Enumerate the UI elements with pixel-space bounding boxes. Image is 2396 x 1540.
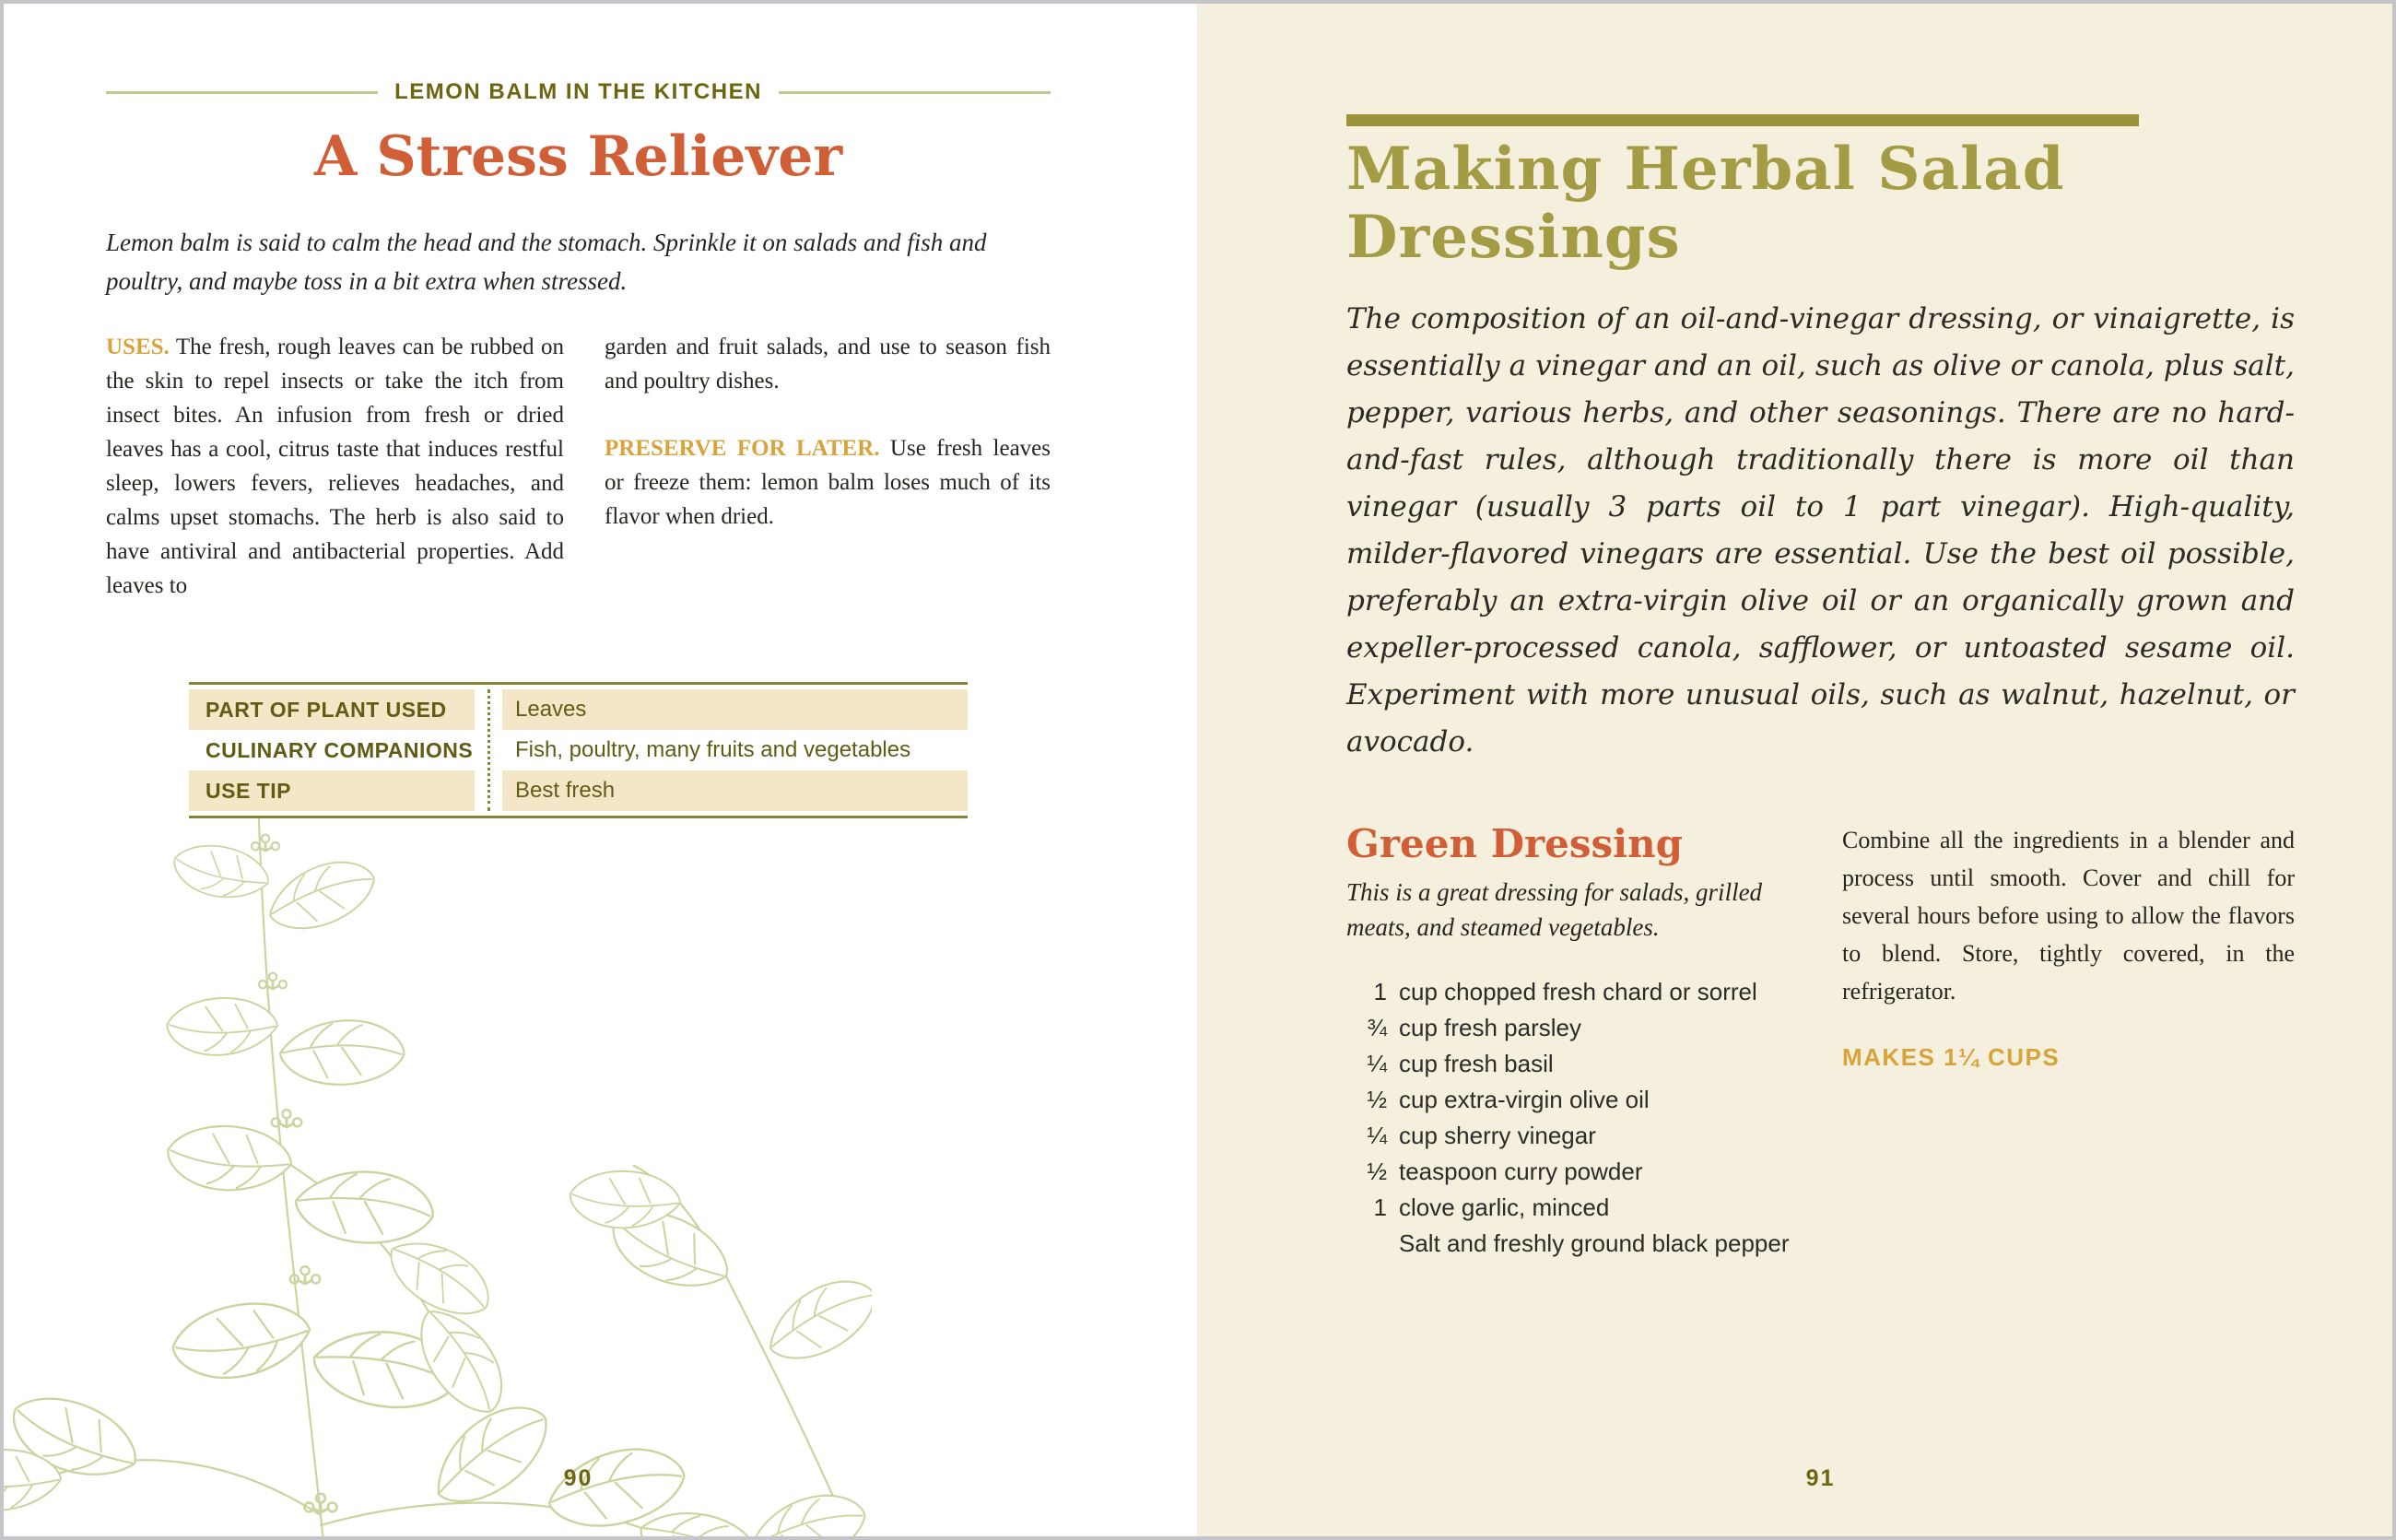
- right-page-number: 91: [1805, 1465, 1836, 1491]
- title-rule-bar: [1346, 114, 2139, 126]
- ingredient-list: [1346, 974, 1812, 1262]
- left-page-content: [106, 4, 1051, 603]
- table-row-value: Fish, poultry, many fruits and vegetables: [515, 737, 911, 762]
- kicker-rule-left: [106, 91, 378, 94]
- table-row-label: PART OF PLANT USED: [189, 689, 475, 730]
- left-page-columns: [106, 330, 1051, 603]
- ingredient-quantity: ½: [1367, 1086, 1387, 1113]
- table-row: [189, 730, 968, 770]
- left-page-intro: Lemon balm is said to calm the head and the stomach. Sprinkle it on salads and fish and poultry, and maybe toss in a bit extra when stressed.: [106, 229, 987, 295]
- table-row-label: USE TIP: [189, 770, 475, 811]
- table-dotted-divider: [487, 689, 490, 811]
- recipe-section: [1346, 821, 2295, 1262]
- table-row-value: Leaves: [502, 689, 968, 730]
- ingredient-name: cup extra-virgin olive oil: [1399, 1086, 1650, 1113]
- column2-continuation: garden and fruit salads, and use to season fish and poultry dishes.: [605, 335, 1051, 394]
- ingredient-row: [1346, 1010, 1812, 1046]
- left-page-number: 90: [563, 1465, 593, 1491]
- ingredient-row: [1346, 1226, 1812, 1262]
- table-row-value: Best fresh: [502, 770, 968, 811]
- recipe-description: This is a great dressing for salads, grilled meats, and steamed vegetables.: [1346, 878, 1763, 941]
- recipe-left-column: [1346, 821, 1812, 1262]
- right-page: [1197, 4, 2392, 1536]
- ingredient-name: Salt and freshly ground black pepper: [1399, 1229, 1790, 1257]
- right-page-content: [1346, 4, 2295, 1262]
- chapter-kicker-row: [106, 79, 1051, 105]
- right-page-title: Making Herbal Salad Dressings: [1346, 135, 2065, 272]
- preserve-paragraph: [605, 431, 1051, 534]
- ingredient-name: teaspoon curry powder: [1399, 1158, 1643, 1185]
- recipe-instructions: Combine all the ingredients in a blender and process until smooth. Cover and chill for several hours before using to allow the flavors to blend. Store, tightly covered, in the refrigerator.: [1842, 827, 2295, 1005]
- ingredient-name: cup fresh basil: [1399, 1050, 1554, 1077]
- uses-label: USES.: [106, 335, 170, 359]
- uses-text: The fresh, rough leaves can be rubbed on the skin to repel insects or take the itch from insect bites. An infusion from fresh or dried leaves has a cool, citrus taste that induces restful sleep, lowers fevers, relieves headaches, and calms upset stomachs. The herb is also said to have antiviral and antibacterial properties. Add leaves to: [106, 335, 564, 598]
- right-column: [605, 330, 1051, 603]
- ingredient-row: [1346, 1154, 1812, 1190]
- ingredient-row: [1346, 1082, 1812, 1118]
- ingredient-row: [1346, 974, 1812, 1010]
- recipe-yield: MAKES 1¼ CUPS: [1842, 1043, 2061, 1071]
- ingredient-quantity: [1346, 1226, 1387, 1262]
- table-row: [189, 770, 968, 811]
- recipe-title: Green Dressing: [1346, 821, 1684, 866]
- ingredient-quantity: ¼: [1367, 1122, 1387, 1149]
- recipe-right-column: [1842, 821, 2295, 1262]
- table-row: [189, 689, 968, 730]
- ingredient-quantity: ½: [1367, 1158, 1387, 1185]
- ingredient-row: [1346, 1118, 1812, 1154]
- chapter-kicker: LEMON BALM IN THE KITCHEN: [394, 79, 762, 104]
- ingredient-quantity: 1: [1373, 1193, 1387, 1221]
- ingredient-name: cup sherry vinegar: [1399, 1122, 1596, 1149]
- ingredient-name: clove garlic, minced: [1399, 1193, 1610, 1221]
- preserve-text: Use fresh leaves or freeze them: lemon balm loses much of its flavor when dried.: [605, 436, 1051, 529]
- table-row-label: CULINARY COMPANIONS: [206, 737, 474, 762]
- ingredient-quantity: 1: [1373, 978, 1387, 1005]
- plant-info-table: [189, 682, 968, 818]
- ingredient-row: [1346, 1190, 1812, 1226]
- ingredient-name: cup fresh parsley: [1399, 1014, 1581, 1041]
- left-column: [106, 330, 564, 603]
- ingredient-row: [1346, 1046, 1812, 1082]
- right-page-intro: The composition of an oil-and-vinegar dressing, or vinaigrette, is essentially a vinegar and an oil, such as olive or canola, plus salt, pepper, various herbs, and other seasonings. There are no hard-and-fast rules, although traditionally there is more oil than vinegar (usually 3 parts oil to 1 part vinegar). High-quality, milder-flavored vinegars are essential. Use the best oil possible, preferably an extra-virgin olive oil or an organically grown and expeller-processed canola, safflower, or untoasted sesame oil. Experiment with more unusual oils, such as walnut, hazelnut, or avocado.: [1346, 302, 2295, 758]
- left-page: [4, 4, 1197, 1536]
- preserve-label: PRESERVE FOR LATER.: [605, 436, 880, 461]
- uses-paragraph: [106, 330, 564, 603]
- book-spread: [4, 4, 2392, 1536]
- kicker-rule-right: [779, 91, 1051, 94]
- left-page-title: A Stress Reliever: [313, 124, 843, 189]
- ingredient-quantity: ¼: [1367, 1050, 1387, 1077]
- ingredient-name: cup chopped fresh chard or sorrel: [1399, 978, 1757, 1005]
- ingredient-quantity: ¾: [1367, 1014, 1387, 1041]
